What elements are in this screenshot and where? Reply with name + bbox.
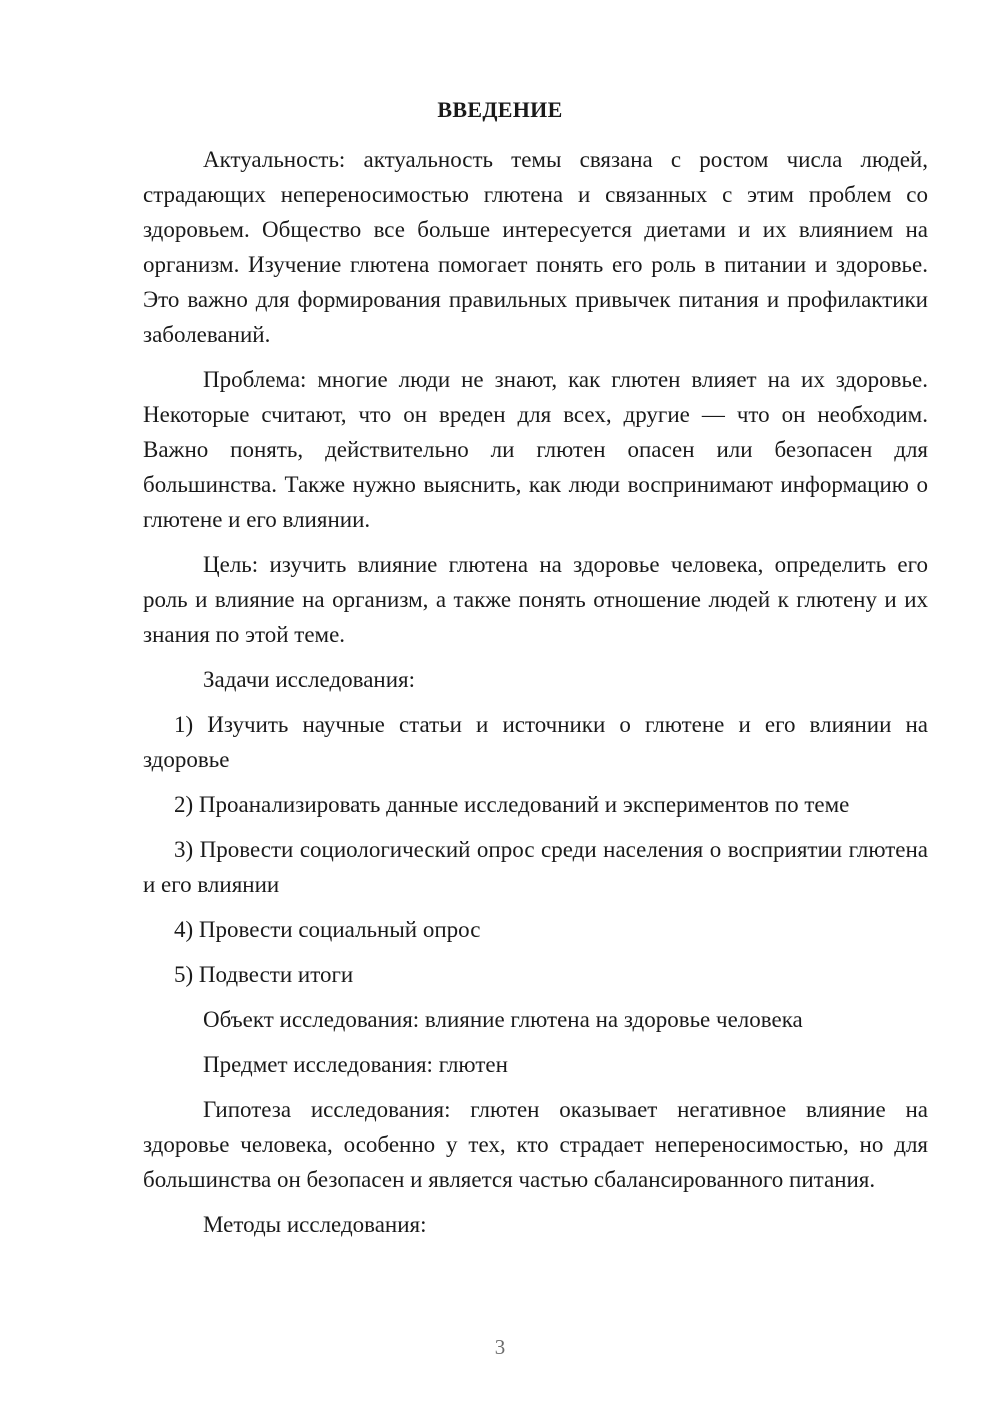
task-item: 2) Проанализировать данные исследований и экспериментов по теме [174, 792, 850, 817]
page-title: ВВЕДЕНИЕ [437, 97, 563, 122]
object-paragraph: Объект исследования: влияние глютена на здоровье человека [203, 1007, 803, 1032]
tasks-label: Задачи исследования: [203, 667, 416, 692]
problem-paragraph: Проблема: многие люди не знают, как глютен влияет на их здоровье. Некоторые считают, что он вреден для всех, другие — что он необходим. Важно понять, действительно ли глютен опасен или безопасен для большинства. Также нужно выяснить, как люди воспринимают информацию о глютене и его влиянии. [143, 367, 928, 532]
document-body [143, 142, 928, 1252]
task-item: 4) Провести социальный опрос [174, 917, 481, 942]
hypothesis-paragraph: Гипотеза исследования: глютен оказывает негативное влияние на здоровье человека, особенно у тех, кто страдает непереносимостью, но для большинства он безопасен и является частью сбалансированного питания. [143, 1097, 928, 1192]
page-number: 3 [494, 1335, 506, 1359]
task-item: 3) Провести социологический опрос среди населения о восприятии глютена и его влиянии [143, 837, 928, 897]
goal-paragraph: Цель: изучить влияние глютена на здоровье человека, определить его роль и влияние на организм, а также понять отношение людей к глютену и их знания по этой теме. [143, 552, 928, 647]
task-item: 5) Подвести итоги [174, 962, 354, 987]
task-item: 1) Изучить научные статьи и источники о глютене и его влиянии на здоровье [143, 712, 928, 772]
relevance-paragraph: Актуальность: актуальность темы связана с ростом числа людей, страдающих непереносимостью глютена и связанных с этим проблем со здоровьем. Общество все больше интересуется диетами и их влиянием на организм. Изучение глютена помогает понять его роль в питании и здоровье. Это важно для формирования правильных привычек питания и профилактики заболеваний. [143, 147, 928, 347]
methods-label: Методы исследования: [203, 1212, 427, 1237]
subject-paragraph: Предмет исследования: глютен [203, 1052, 508, 1077]
